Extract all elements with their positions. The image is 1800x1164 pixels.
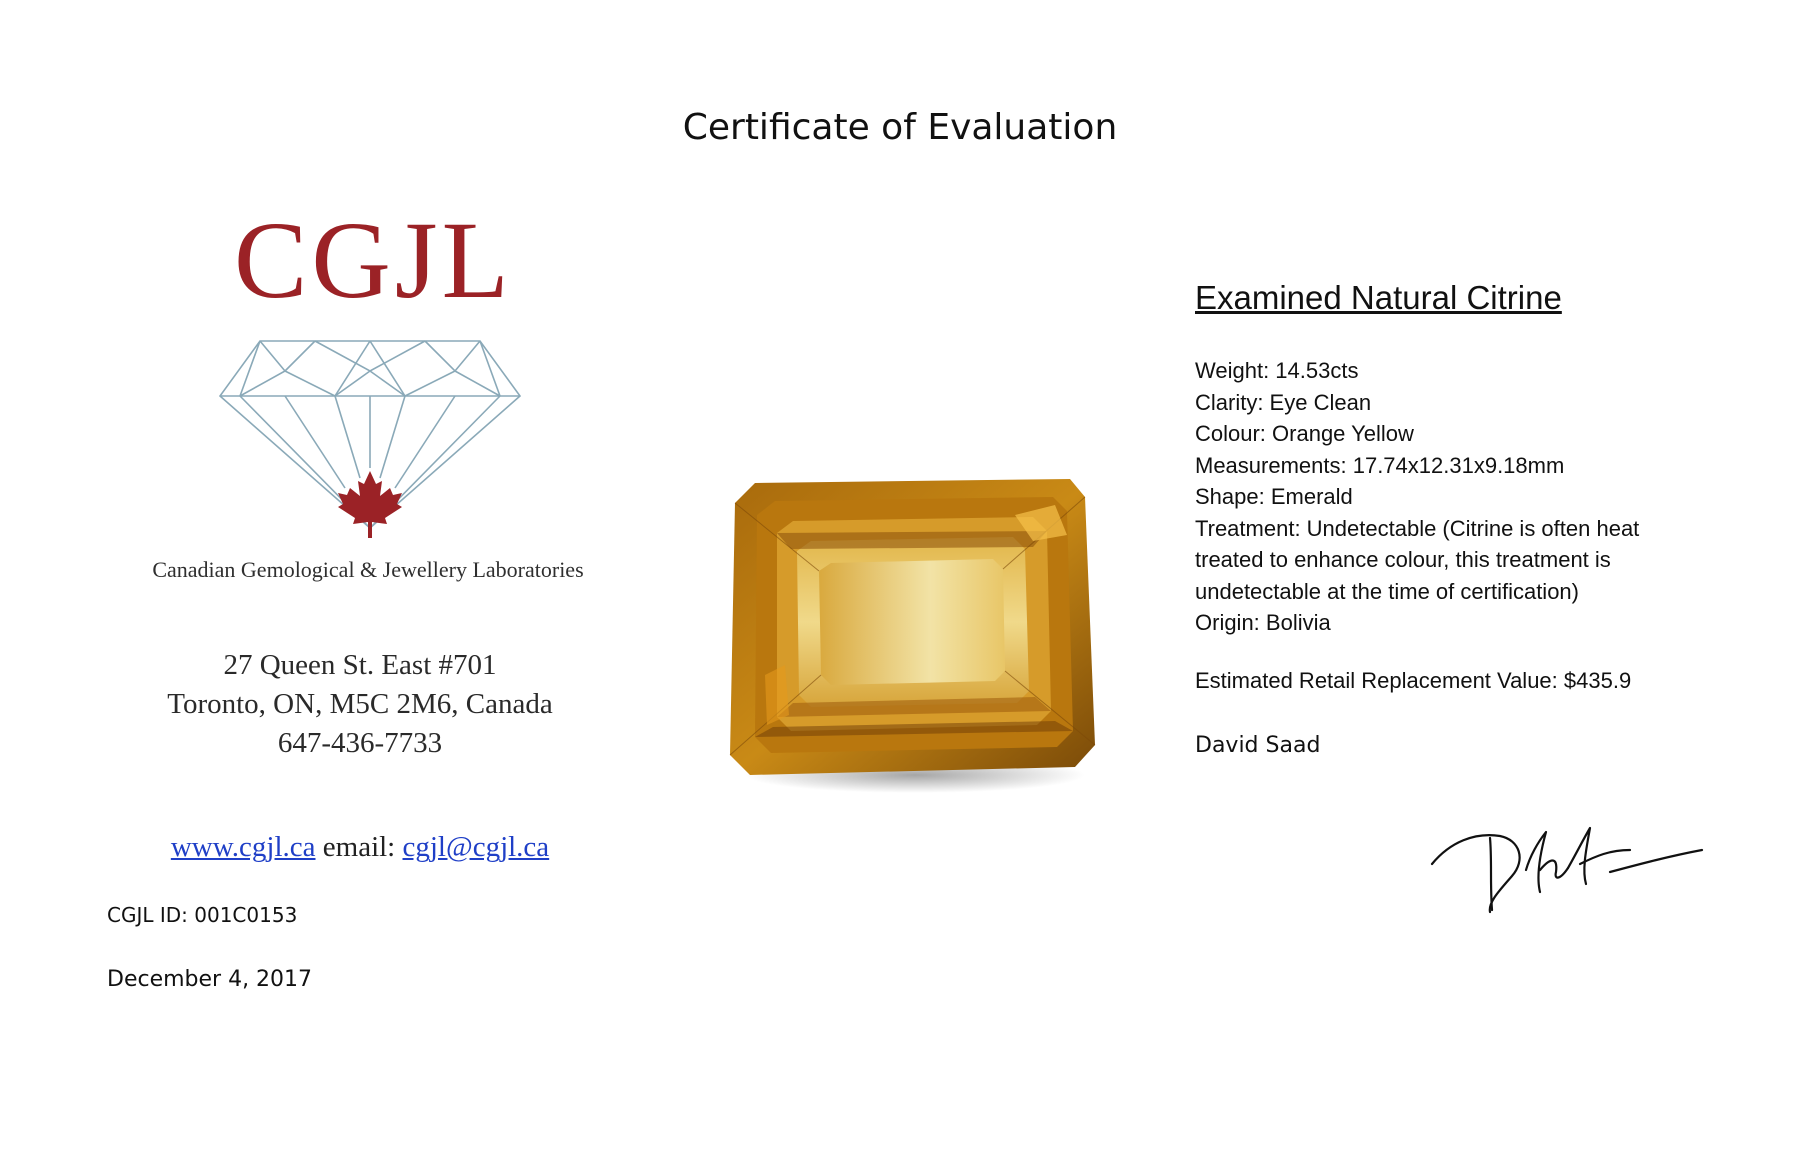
email-link[interactable]: cgjl@cgjl.ca <box>402 831 550 863</box>
spec-treatment: Treatment: Undetectable (Citrine is often heat treated to enhance colour, this treatment is undetectable at the time of certification) <box>1195 515 1640 604</box>
handwritten-signature <box>1430 820 1710 920</box>
specimen-details <box>1195 355 1695 639</box>
lab-address <box>110 646 610 763</box>
spec-shape: Shape: Emerald <box>1195 484 1353 509</box>
signer-name: David Saad <box>1195 733 1321 758</box>
phone-number: 647-436-7733 <box>277 727 443 759</box>
spec-weight: Weight: 14.53cts <box>1195 358 1359 383</box>
spec-clarity: Clarity: Eye Clean <box>1195 389 1372 415</box>
certificate-date: December 4, 2017 <box>107 967 313 992</box>
specimen-title: Examined Natural Citrine <box>1195 279 1562 316</box>
spec-origin: Origin: Bolivia <box>1195 610 1331 635</box>
citrine-gem-image <box>715 475 1105 795</box>
address-line: 27 Queen St. East #701 <box>223 649 497 681</box>
certificate-title: Certificate of Evaluation <box>682 107 1118 148</box>
spec-measurements: Measurements: 17.74x12.31x9.18mm <box>1195 452 1565 478</box>
certificate-id: CGJL ID: 001C0153 <box>107 903 298 927</box>
lab-name: Canadian Gemological & Jewellery Laboratories <box>152 557 584 582</box>
contact-line <box>110 831 610 864</box>
replacement-value: Estimated Retail Replacement Value: $435.9 <box>1195 668 1632 693</box>
logo-wordmark: CGJL <box>234 199 513 321</box>
diamond-maple-leaf-logo-icon <box>210 338 530 548</box>
spec-colour: Colour: Orange Yellow <box>1195 421 1414 446</box>
address-line: Toronto, ON, M5C 2M6, Canada <box>167 688 553 720</box>
email-label: email: <box>322 831 396 863</box>
website-link[interactable]: www.cgjl.ca <box>170 831 316 863</box>
